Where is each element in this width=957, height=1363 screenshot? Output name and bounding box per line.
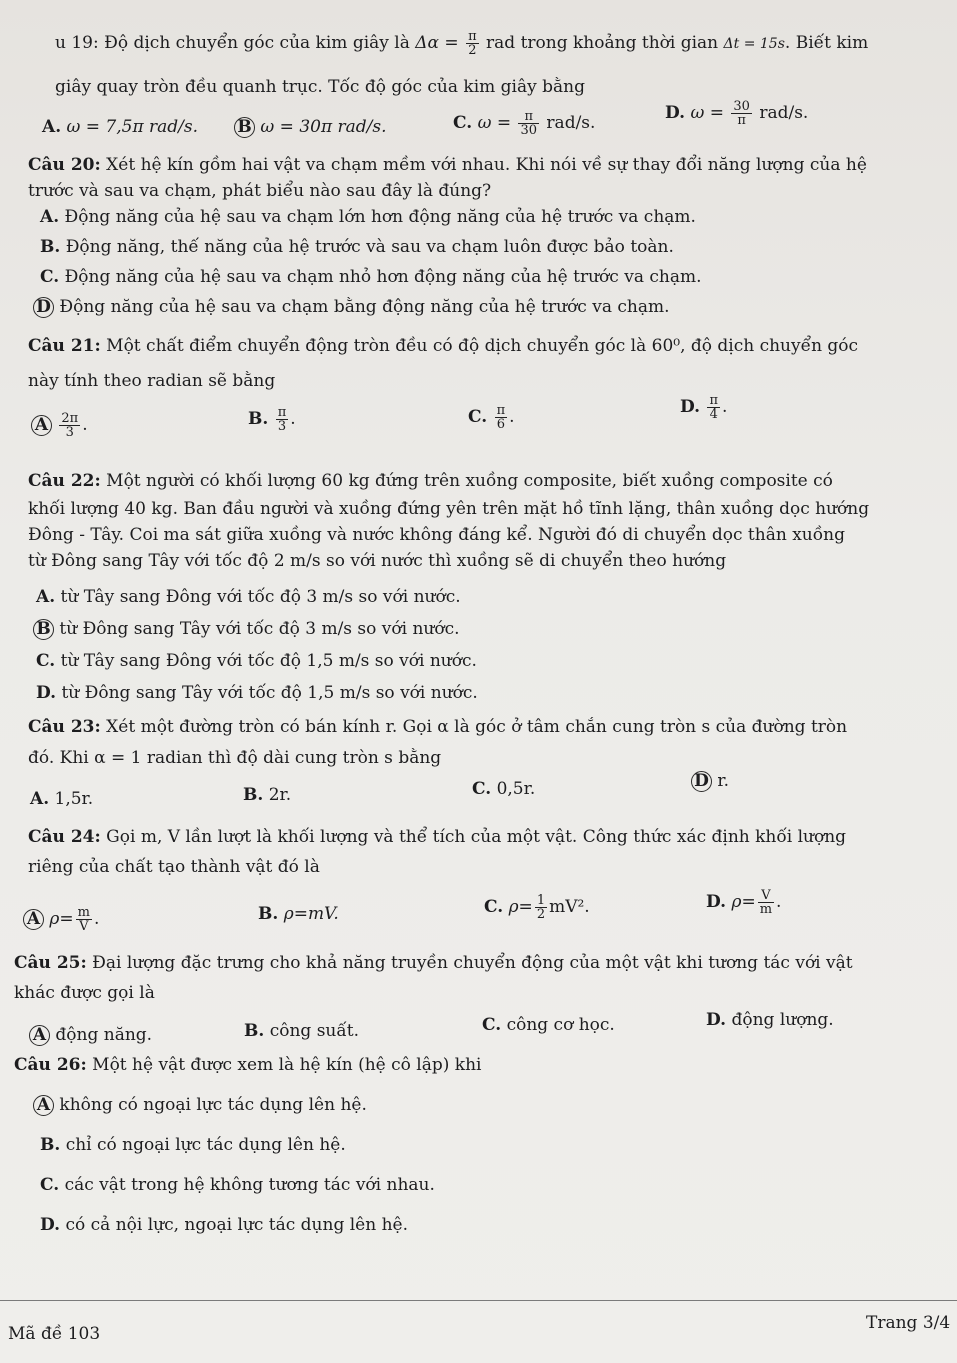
q25-option-d: D. động lượng. xyxy=(706,1010,834,1030)
q22-option-a: A. từ Tây sang Đông với tốc độ 3 m/s so với nước. xyxy=(36,587,461,607)
q21-option-a: A $\frac{2\pi}{3}$ . xyxy=(34,412,88,439)
q20-option-c: C. Động năng của hệ sau va chạm nhỏ hơn động năng của hệ trước va chạm. xyxy=(40,267,702,287)
footer-exam-code: Mã đề 103 xyxy=(8,1324,101,1344)
q23-option-d: D r. xyxy=(694,770,729,792)
q21-line2: này tính theo radian sẽ bằng xyxy=(28,371,276,391)
q24-line1: Câu 24: Gọi m, V lần lượt là khối lượng và thể tích của một vật. Công thức xác định khối lượng xyxy=(28,827,847,847)
q24-option-a: A ρ= $\frac{m}{V}$ . xyxy=(26,906,99,933)
q20-line2: trước và sau va chạm, phát biểu nào sau đây là đúng? xyxy=(28,181,492,201)
q19-option-b: B ω = 30π rad/s. xyxy=(237,116,387,138)
q22-option-b: B từ Đông sang Tây với tốc độ 3 m/s so với nước. xyxy=(36,618,460,640)
q22-option-d: D. từ Đông sang Tây với tốc độ 1,5 m/s so với nước. xyxy=(36,683,478,703)
q19-option-d: D. ω = $\frac{30}{\pi}$ rad/s. xyxy=(665,99,809,128)
footer-page-number: Trang 3/4 xyxy=(866,1313,951,1333)
q23-line2: đó. Khi α = 1 radian thì độ dài cung tròn s bằng xyxy=(28,748,442,768)
q23-option-c: C. 0,5r. xyxy=(472,779,536,799)
q21-option-c: C. $\frac{\pi}{6}$ . xyxy=(468,403,515,432)
q24-option-c: C. ρ= $\frac{1}{2}$ mV². xyxy=(484,893,590,922)
q21-option-d: D. $\frac{\pi}{4}$ . xyxy=(680,393,728,422)
q21-option-b: B. $\frac{\pi}{3}$ . xyxy=(248,405,296,434)
q26-option-d: D. có cả nội lực, ngoại lực tác dụng lên hệ. xyxy=(40,1215,409,1235)
q22-line1: Câu 22: Một người có khối lượng 60 kg đứng trên xuồng composite, biết xuồng composite có xyxy=(28,471,833,491)
q22-line4: từ Đông sang Tây với tốc độ 2 m/s so với nước thì xuồng sẽ di chuyển theo hướng xyxy=(28,551,727,571)
q25-option-c: C. công cơ học. xyxy=(482,1015,615,1035)
q19-line1: u 19: Độ dịch chuyển góc của kim giây là Δα = $\frac{\pi}{2}$ rad trong khoảng thời gian Δt = 15s. Biết kim xyxy=(55,29,869,58)
q20-option-a: A. Động năng của hệ sau va chạm lớn hơn động năng của hệ trước va chạm. xyxy=(40,207,696,227)
q25-option-b: B. công suất. xyxy=(244,1021,360,1041)
q24-option-b: B. ρ=mV. xyxy=(258,904,339,924)
q19-option-a: A. ω = 7,5π rad/s. xyxy=(42,117,199,137)
q22-line3: Đông - Tây. Coi ma sát giữa xuồng và nước không đáng kể. Người đó di chuyển dọc thân xuồng xyxy=(28,525,845,545)
q25-line2: khác được gọi là xyxy=(14,983,155,1003)
q24-line2: riêng của chất tạo thành vật đó là xyxy=(28,857,320,877)
q26-option-b: B. chỉ có ngoại lực tác dụng lên hệ. xyxy=(40,1135,346,1155)
q20-option-b: B. Động năng, thế năng của hệ trước và sau va chạm luôn được bảo toàn. xyxy=(40,237,674,257)
q26-option-c: C. các vật trong hệ không tương tác với nhau. xyxy=(40,1175,435,1195)
q19-option-c: C. ω = $\frac{\pi}{30}$ rad/s. xyxy=(453,109,596,138)
q23-option-a: A. 1,5r. xyxy=(30,789,94,809)
footer-divider xyxy=(0,1300,957,1301)
q25-option-a: A động năng. xyxy=(32,1024,152,1046)
q22-option-c: C. từ Tây sang Đông với tốc độ 1,5 m/s so với nước. xyxy=(36,651,477,671)
q22-line2: khối lượng 40 kg. Ban đầu người và xuồng đứng yên trên mặt hồ tĩnh lặng, thân xuồng dọc hướng xyxy=(28,499,870,519)
q26-option-a: A không có ngoại lực tác dụng lên hệ. xyxy=(36,1094,367,1116)
q23-line1: Câu 23: Xét một đường tròn có bán kính r. Gọi α là góc ở tâm chắn cung tròn s của đường tròn xyxy=(28,717,848,737)
q26-line1: Câu 26: Một hệ vật được xem là hệ kín (hệ cô lập) khi xyxy=(14,1055,482,1075)
q23-option-b: B. 2r. xyxy=(243,785,292,805)
q21-line1: Câu 21: Một chất điểm chuyển động tròn đều có độ dịch chuyển góc là 60⁰, độ dịch chuyển góc xyxy=(28,336,859,356)
q19-line2: giây quay tròn đều quanh trục. Tốc độ góc của kim giây bằng xyxy=(55,77,585,97)
q24-option-d: D. ρ= $\frac{V}{m}$ . xyxy=(706,888,782,917)
q20-option-d: D Động năng của hệ sau va chạm bằng động năng của hệ trước va chạm. xyxy=(36,296,670,318)
q25-line1: Câu 25: Đại lượng đặc trưng cho khả năng truyền chuyển động của một vật khi tương tác với vật xyxy=(14,953,853,973)
q20-line1: Câu 20: Xét hệ kín gồm hai vật va chạm mềm với nhau. Khi nói về sự thay đổi năng lượng của hệ xyxy=(28,155,867,175)
